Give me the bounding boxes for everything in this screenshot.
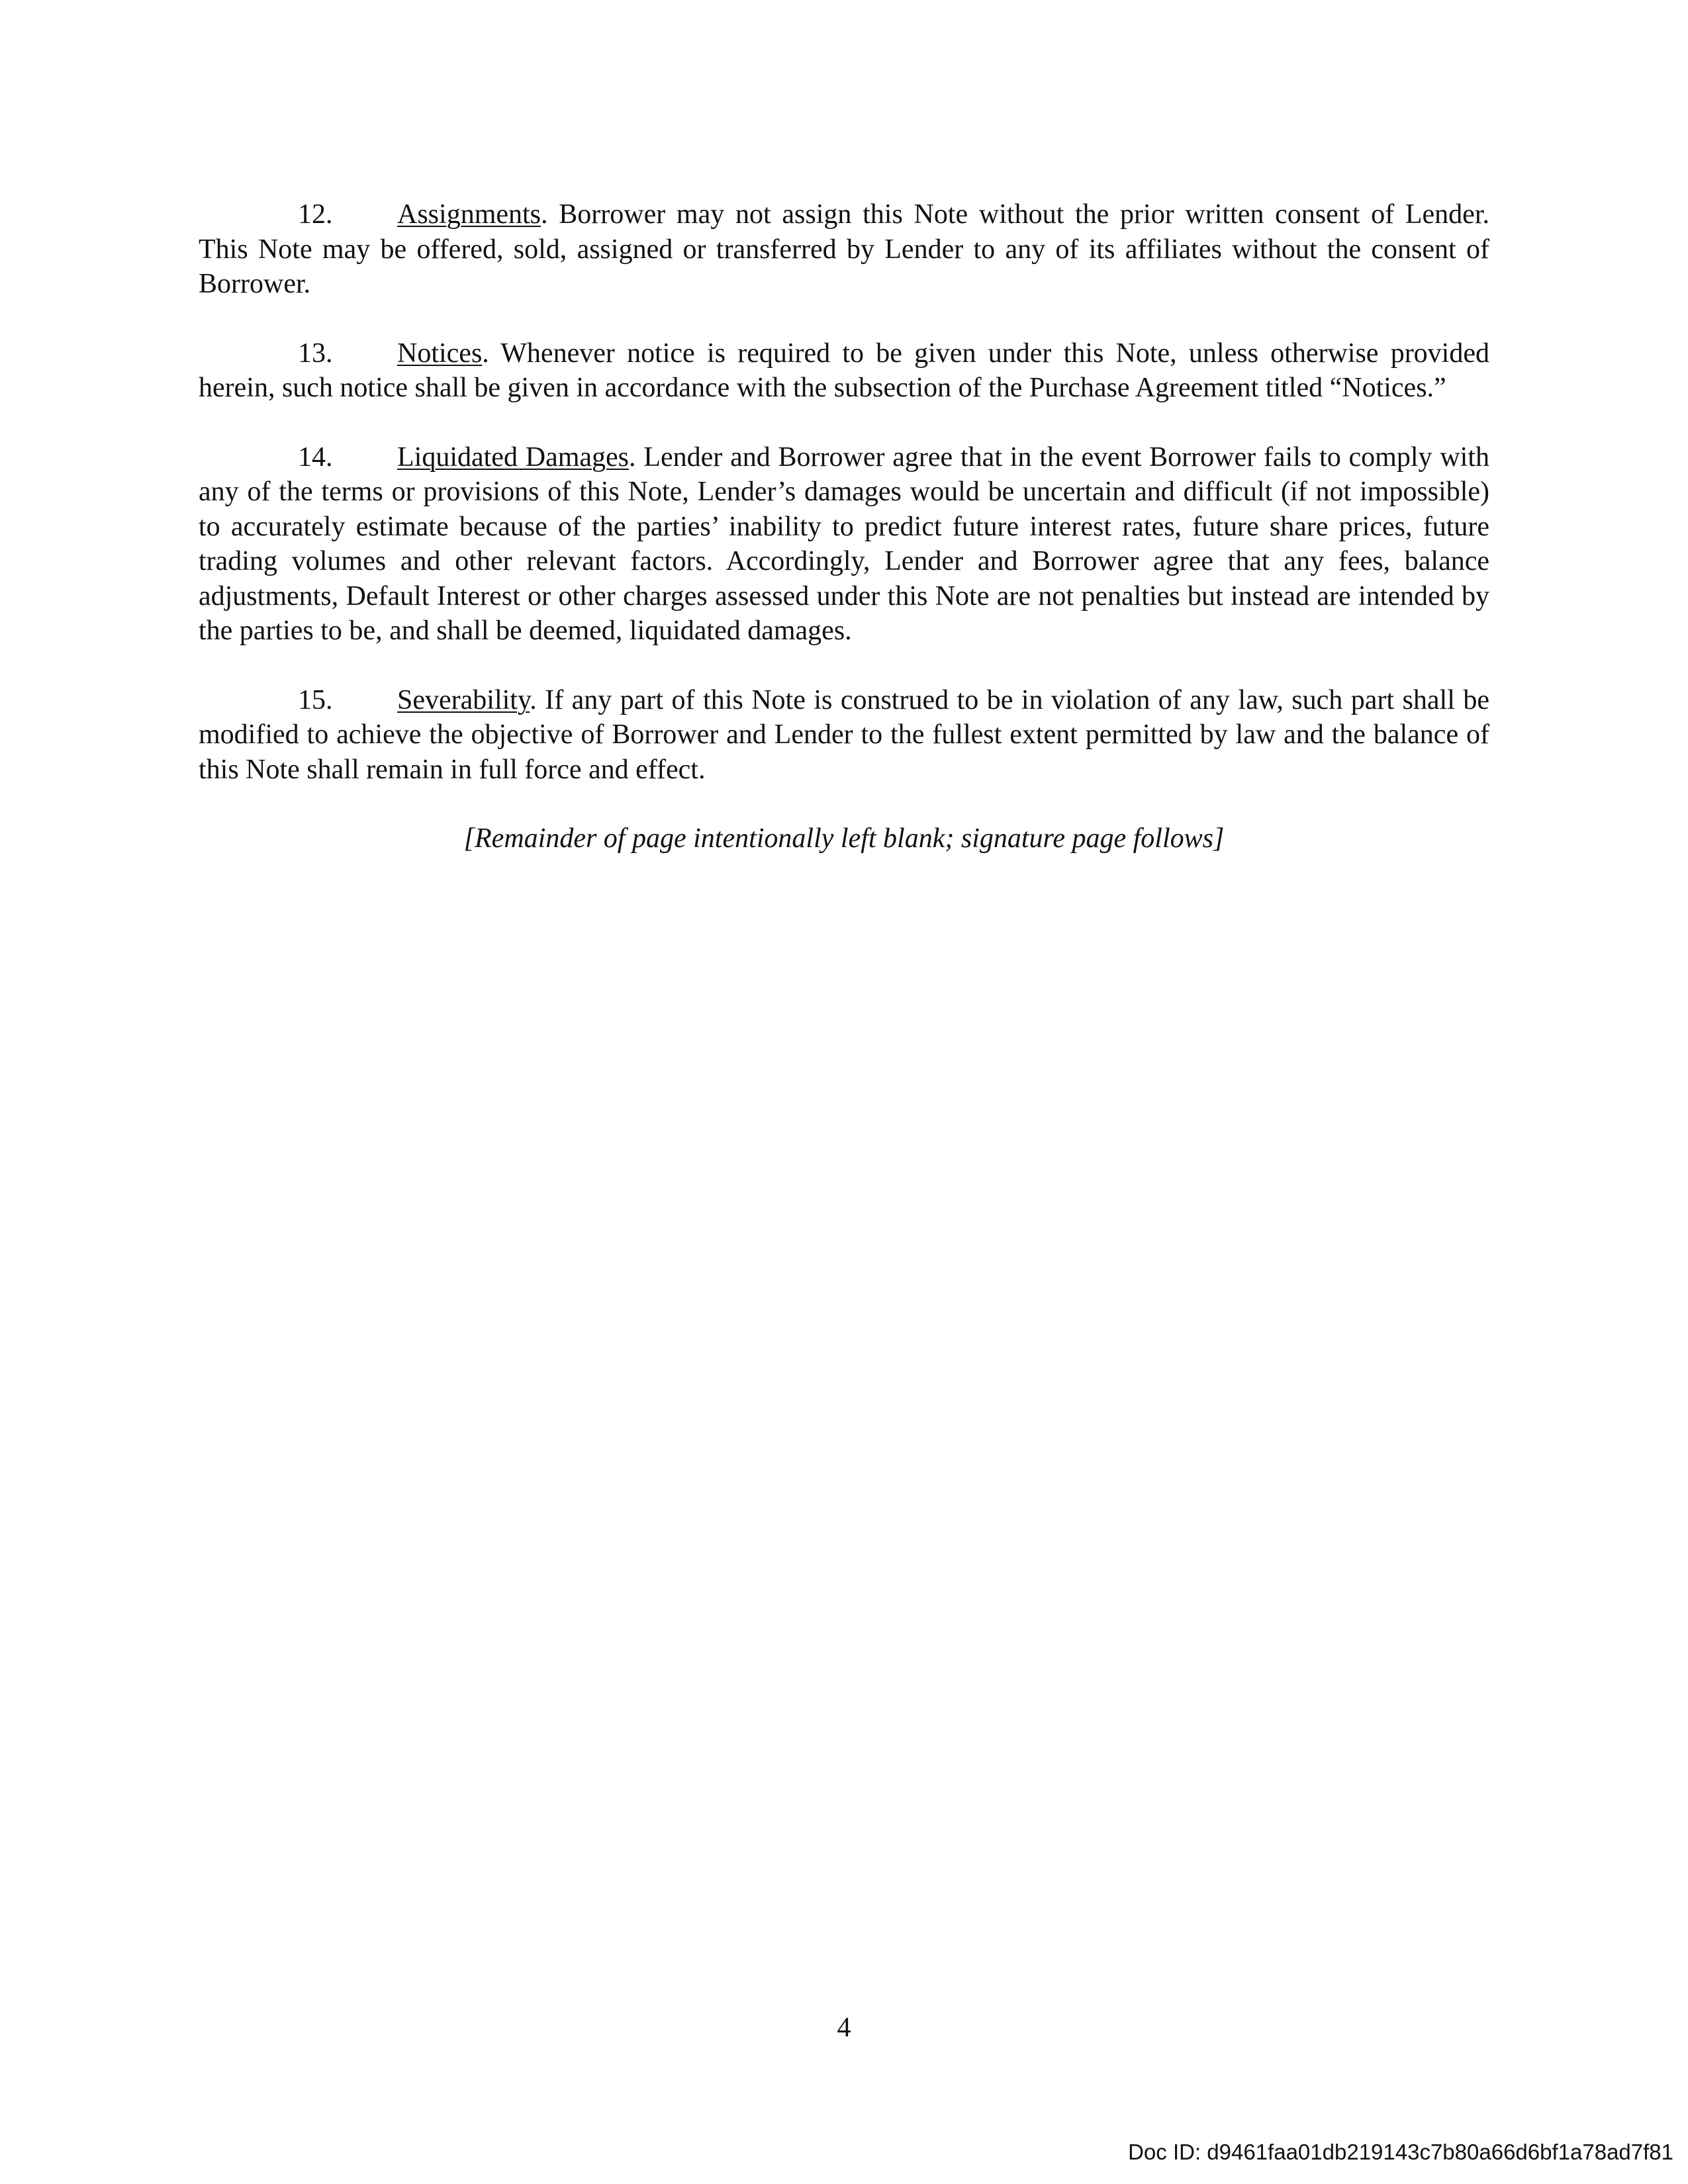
section-text: . Lender and Borrower agree that in the event Borrower fails to comply with any of the terms or provisions of this Note, Lender’s damages would be uncertain and difficult (if not impossible) to accurately estimate because of the parties’ inability to predict future interest rates, future share prices, future trading volumes and other relevant factors. Accordingly, Lender and Borrower agree that any fees, balance adjustments, Default Interest or other charges assessed under this Note are not penalties but instead are intended by the parties to be, and shall be deemed, liquidated damages.: [199, 441, 1489, 646]
closing-note: [Remainder of page intentionally left blank; signature page follows]: [463, 823, 1225, 854]
section-heading: Liquidated Damages: [397, 441, 630, 473]
section-number: 15.: [298, 684, 333, 715]
section-number: 12.: [298, 199, 333, 230]
section-liquidated-damages: [199, 440, 1489, 649]
page-number: 4: [837, 2013, 851, 2043]
section-text: . Whenever notice is required to be given under this Note, unless otherwise provided herein, such notice shall be given in accordance with the subsection of the Purchase Agreement titled “Notices.”: [199, 338, 1489, 403]
section-notices: [199, 336, 1489, 406]
section-number: 13.: [298, 338, 333, 369]
section-number: 14.: [298, 441, 333, 473]
doc-id: Doc ID: d9461faa01db219143c7b80a66d6bf1a78ad7f81: [1128, 2140, 1673, 2164]
document-body: [199, 197, 1489, 856]
section-heading: Notices: [397, 338, 483, 369]
section-text: . If any part of this Note is construed to be in violation of any law, such part shall be modified to achieve the objective of Borrower and Lender to the fullest extent permitted by law and the balance of this Note shall remain in full force and effect.: [199, 684, 1489, 785]
section-severability: [199, 683, 1489, 788]
section-assignments: [199, 197, 1489, 302]
section-heading: Severability: [397, 684, 530, 715]
section-heading: Assignments: [397, 199, 541, 230]
section-text: . Borrower may not assign this Note without the prior written consent of Lender. This Note may be offered, sold, assigned or transferred by Lender to any of its affiliates without the consent of Borrower.: [199, 199, 1489, 299]
